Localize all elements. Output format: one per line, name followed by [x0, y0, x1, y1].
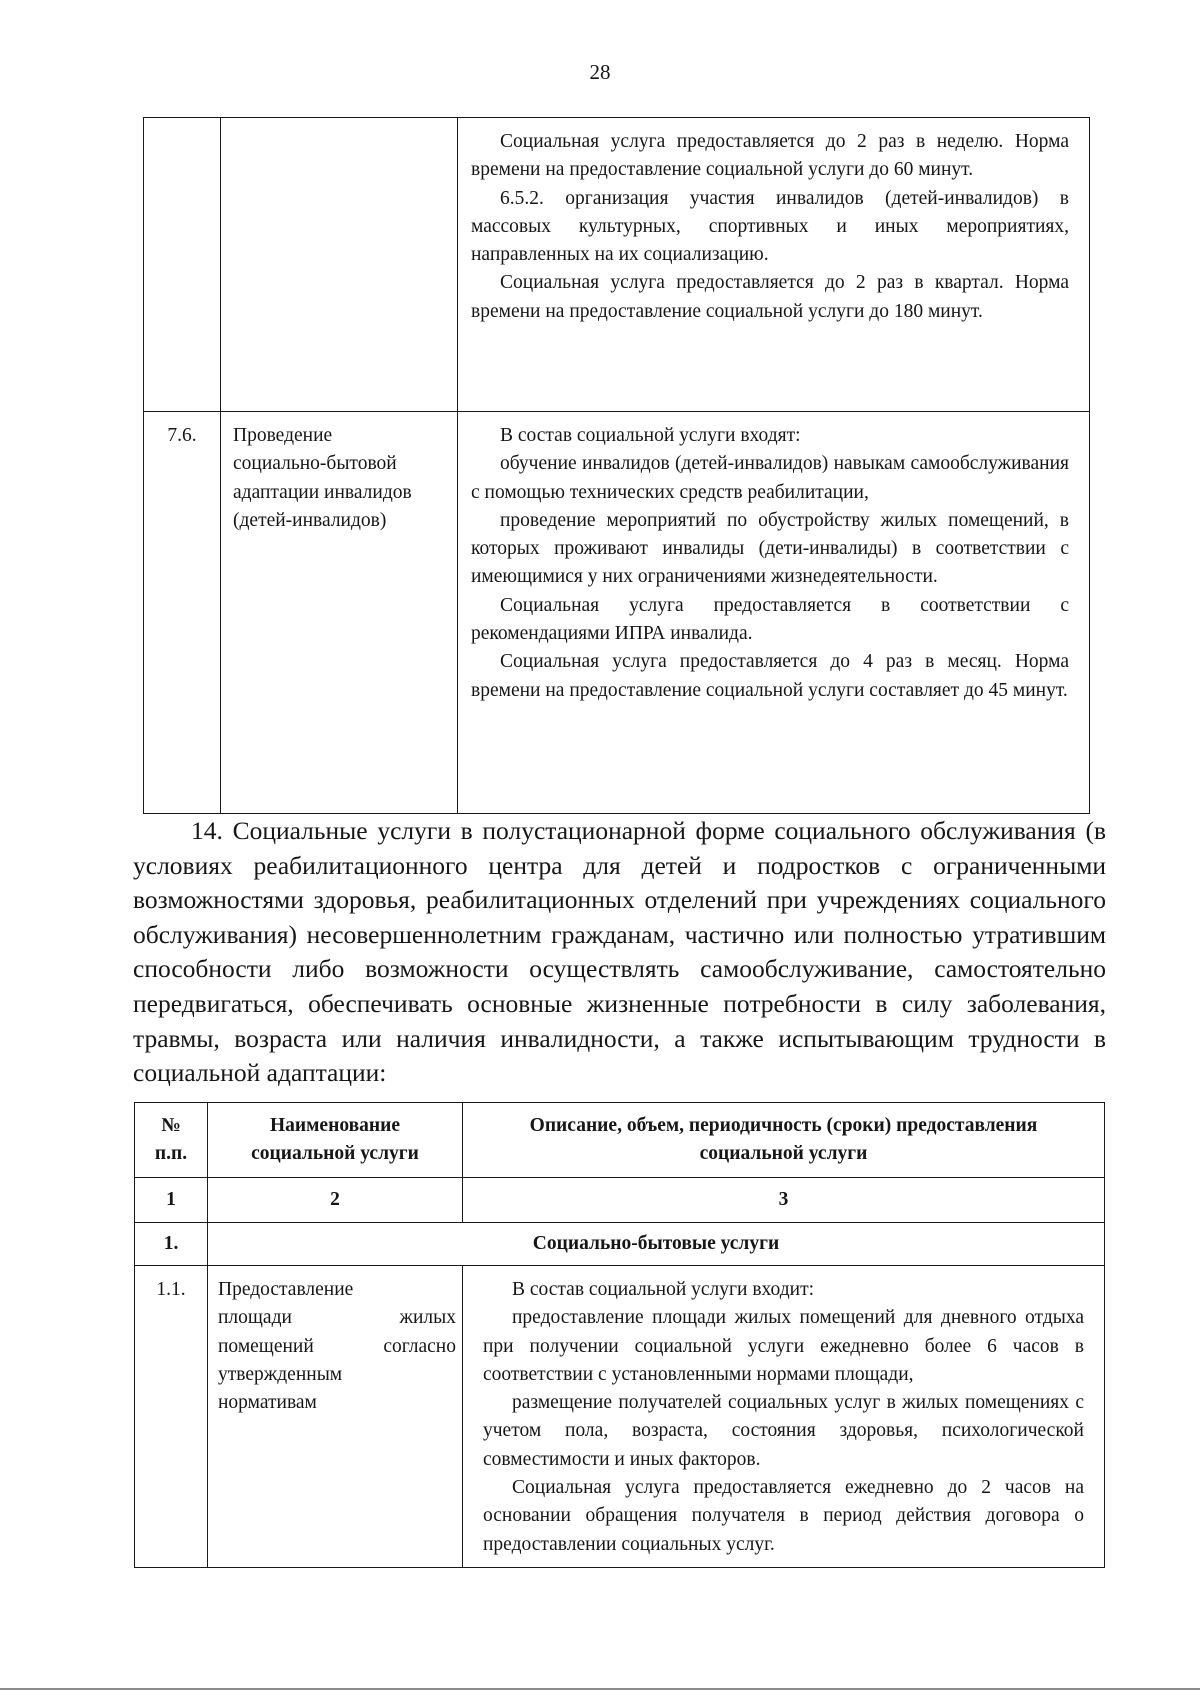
description-paragraph: предоставление площади жилых помещений для дневного отдыха при получении социальной услуги ежедневно более 6 часов в соответствии с установленными нормами площади,: [483, 1307, 1084, 1385]
column-number: 2: [208, 1178, 463, 1223]
service-name-line: Предоставление: [218, 1279, 354, 1300]
page-bottom-rule: [0, 1688, 1200, 1690]
table-header-row: [135, 1103, 1105, 1178]
column-number: 3: [463, 1178, 1105, 1223]
column-numbers-row: [135, 1178, 1105, 1223]
row-number-cell: 7.6.: [144, 412, 221, 814]
row-number-cell: 1.1.: [135, 1266, 208, 1568]
service-name-line: (детей-инвалидов): [233, 509, 387, 531]
service-name-line: нормативам: [218, 1392, 317, 1414]
service-name-cell: [221, 118, 458, 412]
header-service-name: [208, 1103, 463, 1178]
services-table-continued: [143, 117, 1090, 814]
description-paragraph: В состав социальной услуги входит:: [512, 1279, 815, 1300]
service-name-line: Проведение: [233, 425, 333, 446]
description-paragraph: 6.5.2. организация участия инвалидов (детей-инвалидов) в массовых культурных, спортивных и иных мероприятиях, направленных на их социализацию.: [471, 187, 1069, 266]
page-number: 28: [589, 60, 611, 84]
header-number-line: п.п.: [154, 1143, 188, 1164]
description-paragraph: Социальная услуга предоставляется до 2 раз в квартал. Норма времени на предоставление социальной услуги до 180 минут.: [471, 272, 1069, 322]
table-row: [144, 118, 1090, 412]
header-description-line: социальной услуги: [699, 1143, 868, 1164]
description-paragraph: Социальная услуга предоставляется в соответствии с рекомендациями ИПРА инвалида.: [471, 594, 1069, 645]
row-number-cell: [144, 118, 221, 412]
description-paragraph: Социальная услуга предоставляется до 2 раз в неделю. Норма времени на предоставление социальной услуги до 60 минут.: [471, 131, 1069, 181]
description-paragraph: размещение получателей социальных услуг в жилых помещениях с учетом пола, возраста, состояния здоровья, психологической совместимости и иных факторов.: [483, 1392, 1084, 1470]
description-paragraph: Социальная услуга предоставляется до 4 раз в месяц. Норма времени на предоставление социальной услуги составляет до 45 минут.: [471, 651, 1069, 701]
service-name-line: утвержденным: [218, 1363, 343, 1385]
service-description-cell: [463, 1266, 1105, 1568]
header-service-name-line: социальной услуги: [251, 1143, 419, 1164]
service-name-line: помещений согласно: [218, 1335, 456, 1357]
service-description-cell: [458, 118, 1090, 412]
service-description-cell: [458, 412, 1090, 814]
header-number: [135, 1103, 208, 1178]
header-description-line: Описание, объем, периодичность (сроки) предоставления: [529, 1114, 1038, 1136]
description-paragraph: Социальная услуга предоставляется ежедневно до 2 часов на основании обращения получателя в период действия договора о предоставлении социальных услуг.: [483, 1477, 1084, 1555]
header-number-line: №: [161, 1114, 181, 1136]
header-description: [463, 1103, 1105, 1178]
section-number: 1.: [135, 1223, 208, 1266]
section-title: Социально-бытовые услуги: [208, 1223, 1105, 1266]
description-paragraph: проведение мероприятий по обустройству жилых помещений, в которых проживают инвалиды (дети-инвалиды) в соответствии с имеющимися у них ограничениями жизнедеятельности.: [471, 509, 1069, 588]
services-table: [134, 1102, 1105, 1568]
column-number: 1: [135, 1178, 208, 1223]
service-name-cell: [221, 412, 458, 814]
section-row: [135, 1223, 1105, 1266]
description-paragraph: обучение инвалидов (детей-инвалидов) навыкам самообслуживания с помощью технических средств реабилитации,: [471, 453, 1069, 503]
table-row: [144, 412, 1090, 814]
service-name-cell: [208, 1266, 463, 1568]
table-row: [135, 1266, 1105, 1568]
description-paragraph: В состав социальной услуги входят:: [500, 425, 801, 446]
header-service-name-line: Наименование: [270, 1114, 400, 1136]
service-name-line: социально-бытовой: [233, 453, 397, 475]
service-name-line: адаптации инвалидов: [233, 481, 412, 503]
section-14-paragraph: 14. Социальные услуги в полустационарной форме социального обслуживания (в условиях реабилитационного центра для детей и подростков с ограниченными возможностями здоровья, реабилитационных отделений при учреждениях социального обслуживания) несовершеннолетним гражданам, частично или полностью утратившим способности либо возможности осуществлять самообслуживание, самостоятельно передвигаться, обеспечивать основные жизненные потребности в силу заболевания, травмы, возраста или наличия инвалидности, а также испытывающим трудности в социальной адаптации:: [133, 816, 1106, 1088]
service-name-line: площади жилых: [218, 1307, 456, 1329]
